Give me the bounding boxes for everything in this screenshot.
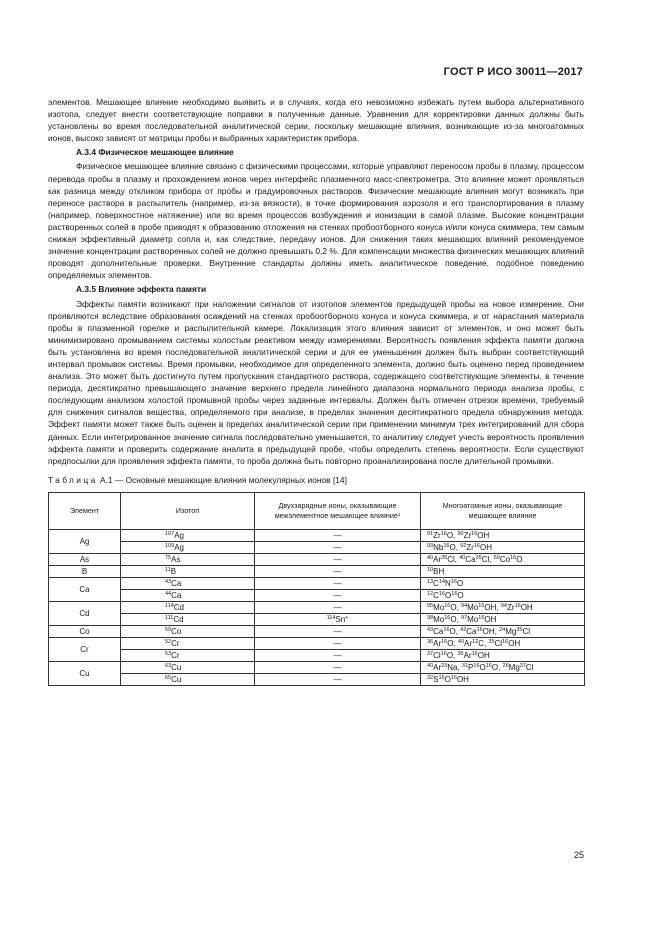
cell-doubly-charged: — [255,589,421,601]
cell-polyatomic: $^{40}$Ar$^{35}$Cl, $^{40}$Ca$^{35}$Cl, $^{59}$Co$^{16}$O [421,553,585,565]
cell-doubly-charged: — [255,577,421,589]
cell-polyatomic: $^{98}$Mo$^{16}$O, $^{97}$Mo$^{16}$OH [421,613,585,625]
table-row [49,601,585,613]
cell-polyatomic: $^{36}$Ar$^{16}$O, $^{40}$Ar$^{12}$C, $^{35}$Cl$^{16}$OH [421,637,585,649]
cell-element: Cu [49,661,121,685]
document-header: ГОСТ Р ИСО 30011—2017 [443,66,583,78]
table-row [49,637,585,649]
cell-doubly-charged: — [255,541,421,553]
table-row [49,661,585,673]
table-row [49,649,585,661]
table-caption-prefix: Таблица [48,474,98,485]
table-row [49,553,585,565]
cell-isotope: $^{65}$Cu [121,673,255,685]
section-paragraph-a35: Эффекты памяти возникают при наложении сигналов от изотопов элементов предыдущей пробы на новое измерение. Они проявляются вследствие образования осаждений на стенках пробоотборного конуса и конуса скиммера, и от нарастания материала пробы в плазменной горелке и распылительной камере. Локализация этого влияния зависит от элементов, и оно может быть минимизировано промыванием системы холостым реактивом между измерениями. Вероятность появления эффекта памяти должна быть установлена во время последовательной аналитической серии и для ее уменьшения должен быть выбран соответствующий интервал промывок системы. Время промывки, необходимое для определенного элемента, должно быть оценено перед проведением анализа. Это может быть достигнуто путем пропускания стандартного раствора, содержащего соответствующие элементы, в течение периода, десятикратно превышающего значение верхнего предела линейного диапазона нормального периода анализа пробы, с последующим анализом холостой промывной пробы через заданные интервалы. Должен быть отмечен отрезок времени, требуемый для снижения сигналов вещества, определяемого при анализе, в пределах значения десятикратного предела обнаружения метода. Эффект памяти может также быть оценен в пределах аналитической серии при применении минимум трех интегрирований для сбора данных. Если интегрированное значение сигнала последовательно уменьшается, то аналитику следует учесть вероятность проявления эффекта памяти и проверить содержание аналита в предыдущей пробе, чтобы определить степень вероятности. Если существуют предпосылки для проявления эффекта памяти, то проба должна быть повторно проанализирована после длительной промывки. [48,298,584,466]
header-element: Элемент [49,492,121,529]
table-row [49,673,585,685]
header-doubly-charged: Двухзарядные ионы, оказывающие межэлементное мешающее влияние¹ [255,492,421,529]
intro-paragraph: элементов. Мешающее влияние необходимо выявить и в случаях, когда его невозможно избежать путем выбора альтернативного изотопа, следует внести соответствующие поправки в полученные данные. Уравнения для корректировки данных должны быть установлены во время последовательной аналитической серии, поскольку мешающие влияния, возникающие из-за многоатомных ионов, высоко зависят от матрицы пробы и выбранных характеристик прибора. [48,97,584,144]
cell-doubly-charged: $^{114}$Sn+ [255,613,421,625]
table-header-row [49,492,585,529]
cell-isotope: $^{107}$Ag [121,529,255,541]
cell-polyatomic: $^{93}$Nb$^{16}$O, $^{92}$Zr$^{16}$OH [421,541,585,553]
cell-polyatomic: $^{32}S^{16}O^{16}OH$ [421,673,585,685]
cell-isotope: $^{11}$B [121,565,255,577]
cell-isotope: $^{63}$Cu [121,661,255,673]
table-row [49,613,585,625]
cell-doubly-charged: — [255,637,421,649]
section-heading-a34: А.3.4 Физическое мешающее влияние [76,147,234,158]
cell-isotope: $^{44}$Ca [121,589,255,601]
cell-doubly-charged: — [255,661,421,673]
cell-polyatomic: $^{37}$Cl$^{16}$O, $^{36}$Ar$^{16}$OH [421,649,585,661]
cell-isotope: $^{114}$Cd [121,601,255,613]
header-isotope: Изотоп [121,492,255,529]
page-content [48,96,584,686]
table-caption-text: А.1 — Основные мешающие влияния молекулярных ионов [14] [97,474,347,485]
cell-doubly-charged: — [255,553,421,565]
cell-element: B [49,565,121,577]
cell-doubly-charged: — [255,649,421,661]
cell-doubly-charged: — [255,673,421,685]
table-body [49,529,585,685]
section-paragraph-a34: Физическое мешающее влияние связано с физическими процессами, которые управляют переносом пробы в плазму, процессом перевода пробы в плазму и прохождением ионов через интерфейс плазменного масс-спектрометра. Это влияние может проявляться как разница между откликом прибора от пробы и градуировочных растворов. Физические мешающие влияния могут возникать при переносе раствора в распылитель (например, из-за вязкости), в точке формирования аэрозоля и его транспортирования в плазму (например, поверхностное натяжение) или во время процессов возбуждения и ионизации в самой плазме. Высокие концентрации растворенных солей в пробе приводят к образованию отложения на стенках пробоотборного конуса и/или конуса скиммера, тем самым снижая эффективный диаметр сопла и, как следствие, передачу ионов. Для снижения таких мешающих влияний рекомендуемое значение концентрации растворенных солей не должно превышать 0,2 %. Для компенсации множества физических мешающих влияний проводят дополнительные проверки. Внутренние стандарты должны иметь аналитическое поведение, подобное поведению определяемых элементов. [48,161,584,281]
cell-doubly-charged: — [255,565,421,577]
page-number: 25 [573,850,584,860]
cell-doubly-charged: — [255,625,421,637]
cell-isotope: $^{43}$Ca [121,577,255,589]
cell-isotope: $^{109}$Ag [121,541,255,553]
cell-isotope: $^{111}$Cd [121,613,255,625]
cell-isotope: $^{59}$Co [121,625,255,637]
cell-element: Ca [49,577,121,601]
table-row [49,589,585,601]
cell-element: Cr [49,637,121,661]
cell-isotope: $^{75}$As [121,553,255,565]
table-row [49,541,585,553]
cell-polyatomic: $^{40}$Ar$^{23}$Na, $^{31}P^{16}O^{16}O$, $^{26}$Mg$^{37}$Cl [421,661,585,673]
cell-element: Cd [49,601,121,625]
table-caption [48,474,584,486]
cell-isotope: $^{53}$Cr [121,649,255,661]
cell-polyatomic: $^{91}$Zr$^{16}$O, $^{90}$Zr$^{16}$OH [421,529,585,541]
cell-element: As [49,553,121,565]
cell-polyatomic: $^{12}C^{16}O^{16}O$ [421,589,585,601]
table-row [49,577,585,589]
cell-doubly-charged: — [255,529,421,541]
interference-table [48,492,585,686]
section-heading-a35: А.3.5 Влияние эффекта памяти [76,284,207,295]
cell-doubly-charged: — [255,601,421,613]
cell-polyatomic: $^{95}$Mo$^{16}$O, $^{94}$Mo$^{16}$OH, $^{94}$Zr$^{16}$OH [421,601,585,613]
cell-polyatomic: $^{43}$Ca$^{16}$O, $^{42}$Ca$^{16}$OH, $^{24}$Mg$^{35}$Cl [421,625,585,637]
cell-element: Co [49,625,121,637]
table-row [49,565,585,577]
header-polyatomic: Многоатомные ионы, оказывающие мешающее влияние [421,492,585,529]
cell-isotope: $^{52}$Cr [121,637,255,649]
cell-polyatomic: $^{13}C^{14}N^{16}O$ [421,577,585,589]
cell-polyatomic: $^{10}$BH [421,565,585,577]
cell-element: Ag [49,529,121,553]
table-row [49,625,585,637]
table-row [49,529,585,541]
